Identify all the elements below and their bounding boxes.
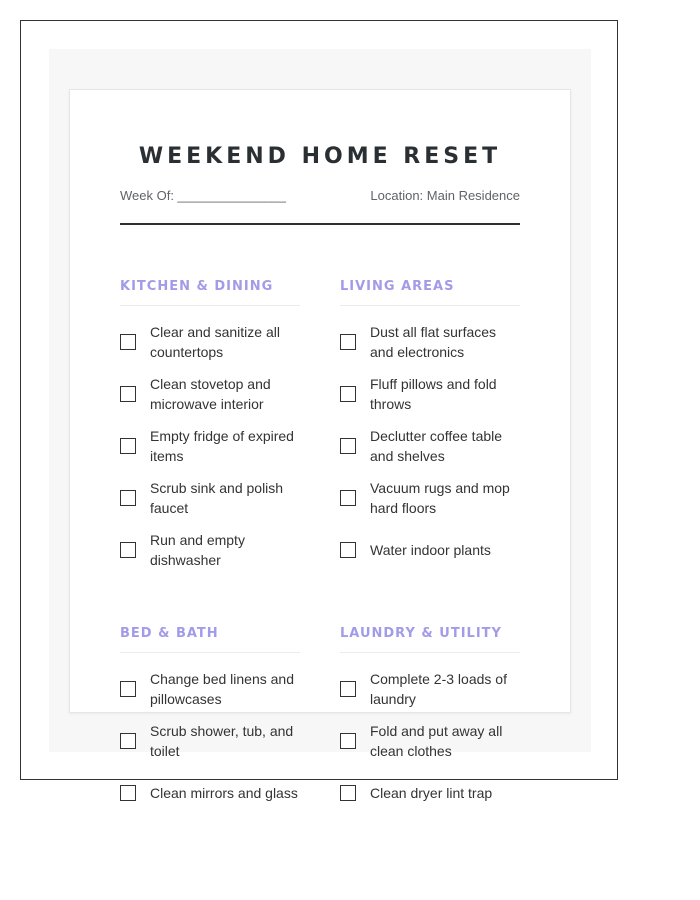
section-laundry-utility xyxy=(340,624,520,825)
section-row-2 xyxy=(120,624,520,825)
checklist-item-label: Dust all flat surfaces and electronics xyxy=(370,324,497,360)
checklist-item xyxy=(340,530,520,570)
section-living-areas xyxy=(340,277,520,582)
checklist-item-label: Clear and sanitize all countertops xyxy=(150,324,280,360)
checklist-item xyxy=(120,374,300,414)
checklist-item-label: Scrub shower, tub, and toilet xyxy=(150,723,294,759)
section-title: BED & BATH xyxy=(120,624,300,653)
checkbox[interactable] xyxy=(120,438,136,454)
section-title: LIVING AREAS xyxy=(340,277,520,306)
checklist-item xyxy=(120,721,300,761)
checklist-item xyxy=(340,322,520,362)
checklist-item-label: Vacuum rugs and mop hard floors xyxy=(370,480,510,516)
checklist-item-label: Declutter coffee table and shelves xyxy=(370,428,503,464)
checklist-item xyxy=(120,322,300,362)
section-title: KITCHEN & DINING xyxy=(120,277,300,306)
checklist-item-label: Run and empty dishwasher xyxy=(150,532,245,568)
checkbox[interactable] xyxy=(340,542,356,558)
checklist xyxy=(120,669,300,813)
checkbox[interactable] xyxy=(120,733,136,749)
checkbox[interactable] xyxy=(120,490,136,506)
checklist-item xyxy=(340,721,520,761)
checklist-item xyxy=(120,426,300,466)
checklist-item-label: Water indoor plants xyxy=(370,542,491,558)
checklist-item xyxy=(340,426,520,466)
checklist xyxy=(340,669,520,813)
checklist-item xyxy=(340,478,520,518)
checklist-item xyxy=(120,669,300,709)
checkbox[interactable] xyxy=(120,681,136,697)
checklist-item-label: Clean mirrors and glass xyxy=(150,785,298,801)
checklist-item xyxy=(120,478,300,518)
checklist-item-label: Empty fridge of expired items xyxy=(150,428,294,464)
checkbox[interactable] xyxy=(340,681,356,697)
meta-row xyxy=(120,188,520,204)
checkbox[interactable] xyxy=(340,785,356,801)
checkbox[interactable] xyxy=(340,490,356,506)
section-row-1 xyxy=(120,277,520,582)
checkbox[interactable] xyxy=(120,785,136,801)
checkbox[interactable] xyxy=(340,438,356,454)
week-of-field: Week Of: _______________ xyxy=(120,188,287,203)
header-divider xyxy=(120,223,520,225)
checklist-item xyxy=(340,669,520,709)
checkbox[interactable] xyxy=(120,334,136,350)
page-title: WEEKEND HOME RESET xyxy=(138,144,502,169)
location-label: Location: Main Residence xyxy=(370,188,520,203)
checklist-item-label: Clean dryer lint trap xyxy=(370,785,493,801)
checklist-item-label: Change bed linens and pillowcases xyxy=(150,671,295,707)
checklist xyxy=(340,322,520,570)
checklist-item-label: Fold and put away all clean clothes xyxy=(370,723,503,759)
section-kitchen-dining xyxy=(120,277,300,582)
checklist-item-label: Complete 2-3 loads of laundry xyxy=(370,671,507,707)
checkbox[interactable] xyxy=(340,334,356,350)
checklist-item-label: Clean stovetop and microwave interior xyxy=(150,376,271,412)
checkbox[interactable] xyxy=(340,386,356,402)
section-bed-bath xyxy=(120,624,300,825)
checkbox[interactable] xyxy=(120,386,136,402)
checklist-item xyxy=(120,530,300,570)
checklist-item-label: Scrub sink and polish faucet xyxy=(150,480,284,516)
checklist-item xyxy=(340,374,520,414)
checkbox[interactable] xyxy=(340,733,356,749)
checklist-item xyxy=(120,773,300,813)
checklist xyxy=(120,322,300,570)
checklist-item-label: Fluff pillows and fold throws xyxy=(370,376,497,412)
checkbox[interactable] xyxy=(120,542,136,558)
checklist-item xyxy=(340,773,520,813)
checklist-content xyxy=(120,140,520,825)
section-title: LAUNDRY & UTILITY xyxy=(340,624,520,653)
